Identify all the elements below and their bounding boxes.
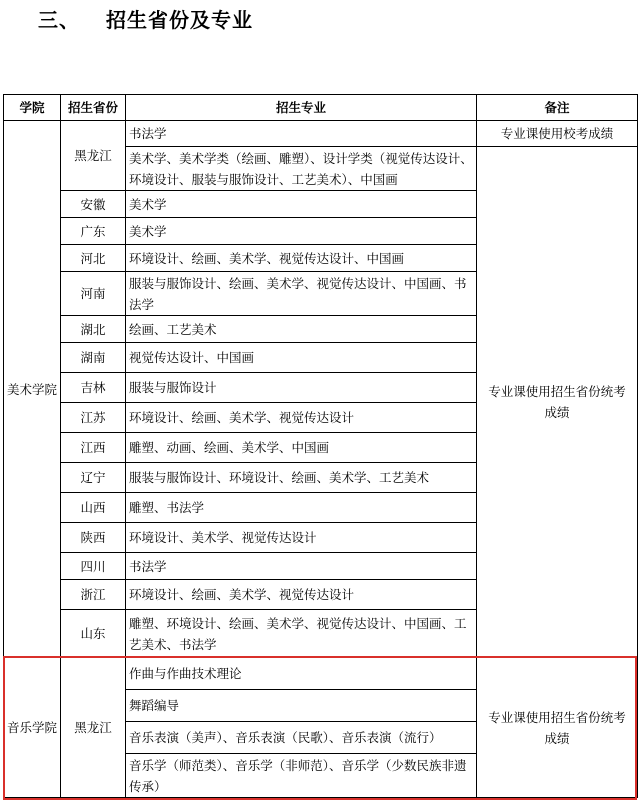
header-college: 学院 (4, 95, 61, 121)
major-cell: 作曲与作曲技术理论 (126, 658, 477, 690)
major-cell: 环境设计、绘画、美术学、视觉传达设计 (126, 580, 477, 610)
province-cell: 江西 (61, 433, 126, 463)
note-cell: 专业课使用招生省份统考成绩 (477, 658, 638, 798)
major-cell: 雕塑、环境设计、绘画、美术学、视觉传达设计、中国画、工艺美术、书法学 (126, 610, 477, 658)
section-number: 三、 (38, 8, 80, 32)
table-row (4, 658, 638, 690)
major-cell: 美术学 (126, 191, 477, 218)
province-cell: 陕西 (61, 523, 126, 553)
province-cell: 山东 (61, 610, 126, 658)
province-cell: 安徽 (61, 191, 126, 218)
table-header-row (4, 95, 638, 121)
province-cell: 四川 (61, 553, 126, 580)
province-cell: 湖北 (61, 316, 126, 343)
note-cell: 专业课使用招生省份统考成绩 (477, 147, 638, 658)
province-cell: 黑龙江 (61, 121, 126, 191)
major-cell: 舞蹈编导 (126, 690, 477, 722)
major-cell: 音乐学（师范类）、音乐学（非师范）、音乐学（少数民族非遗传承） (126, 754, 477, 798)
table-row (4, 121, 638, 147)
major-cell: 书法学 (126, 553, 477, 580)
major-cell: 书法学 (126, 121, 477, 147)
major-cell: 音乐表演（美声）、音乐表演（民歌）、音乐表演（流行） (126, 722, 477, 754)
header-note: 备注 (477, 95, 638, 121)
admissions-table (3, 94, 638, 798)
section-title: 招生省份及专业 (106, 8, 253, 32)
province-cell: 吉林 (61, 373, 126, 403)
college-cell-art: 美术学院 (4, 121, 61, 658)
province-cell: 黑龙江 (61, 658, 126, 798)
header-province: 招生省份 (61, 95, 126, 121)
note-cell: 专业课使用校考成绩 (477, 121, 638, 147)
major-cell: 环境设计、绘画、美术学、视觉传达设计、中国画 (126, 245, 477, 272)
province-cell: 河南 (61, 272, 126, 316)
major-cell: 雕塑、书法学 (126, 493, 477, 523)
province-cell: 湖南 (61, 343, 126, 373)
major-cell: 雕塑、动画、绘画、美术学、中国画 (126, 433, 477, 463)
major-cell: 美术学 (126, 218, 477, 245)
province-cell: 山西 (61, 493, 126, 523)
major-cell: 服装与服饰设计 (126, 373, 477, 403)
major-cell: 服装与服饰设计、环境设计、绘画、美术学、工艺美术 (126, 463, 477, 493)
province-cell: 辽宁 (61, 463, 126, 493)
major-cell: 服装与服饰设计、绘画、美术学、视觉传达设计、中国画、书法学 (126, 272, 477, 316)
major-cell: 绘画、工艺美术 (126, 316, 477, 343)
major-cell: 视觉传达设计、中国画 (126, 343, 477, 373)
province-cell: 江苏 (61, 403, 126, 433)
college-cell-music: 音乐学院 (4, 658, 61, 798)
major-cell: 环境设计、绘画、美术学、视觉传达设计 (126, 403, 477, 433)
province-cell: 河北 (61, 245, 126, 272)
major-cell: 美术学、美术学类（绘画、雕塑）、设计学类（视觉传达设计、环境设计、服装与服饰设计、工艺美术）、中国画 (126, 147, 477, 191)
section-heading (38, 4, 253, 33)
header-major: 招生专业 (126, 95, 477, 121)
province-cell: 浙江 (61, 580, 126, 610)
major-cell: 环境设计、美术学、视觉传达设计 (126, 523, 477, 553)
province-cell: 广东 (61, 218, 126, 245)
